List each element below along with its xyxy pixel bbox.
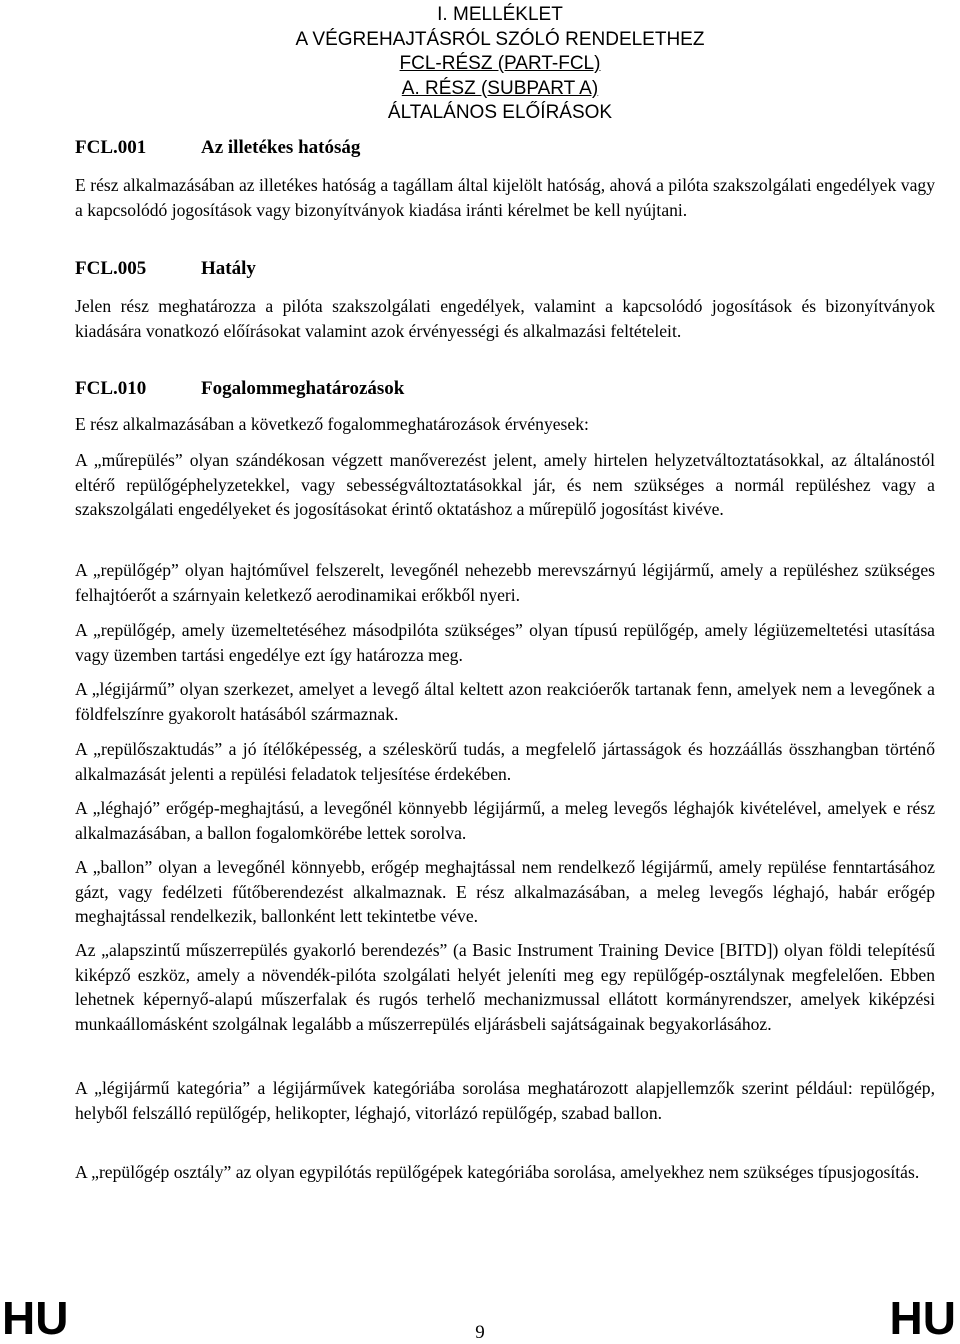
paragraph: E rész alkalmazásában a következő fogalommeghatározások érvényesek: (75, 414, 589, 434)
definition-paragraph: A „ballon” olyan a levegőnél könnyebb, erőgép meghajtással nem rendelkező légijármű, amely repülése fenntartásához gázt, vagy fedélzeti fűtőberendezést alkalmaznak. E rész alkalmazásában, a meleg levegős léghajó, habár erőgép meghajtással rendelkezik, ballonként lett tekintetbe véve. (75, 857, 935, 926)
definition-paragraph: A „léghajó” erőgép-meghajtású, a levegőnél könnyebb légijármű, a meleg levegős léghajók kivételével, amelyek e rész alkalmazásában, a ballon fogalomkörébe lettek sorolva. (75, 798, 935, 843)
definition-paragraph: A „légijármű” olyan szerkezet, amelyet a levegő által keltett azon reakcióerők tartanak fenn, amelyek nem a levegőnek a földfelszínre gyakorolt hatásából származnak. (75, 679, 935, 724)
section-title: Fogalommeghatározások (201, 378, 405, 399)
definition-paragraph: Az „alapszintű műszerrepülés gyakorló berendezés” (a Basic Instrument Training Device [BITD]) olyan földi telepítésű kiképző eszköz, amely a növendék-pilóta szolgálati helyét jeleníti meg egy repülőgép-osztálynak megfelelően. Ebben lehetnek képernyő-alapú műszerfalak és rugós terhelő mechanizmussal ellátott kormányrendszer, amelyek kiképzési munkaállomásként szolgálnak legalább a műszerrepülés eljárásbeli sajátságainak begyakorlásához. (75, 940, 935, 1034)
definition-paragraph: A „légijármű kategória” a légijárművek kategóriába sorolása meghatározott alapjellemzők szerint például: repülőgép, helyből felszálló repülőgép, helikopter, léghajó, vitorlázó repülőgép, szabad ballon. (75, 1078, 935, 1123)
subpart-title: A. RÉSZ (SUBPART A) (401, 77, 599, 99)
page-number: 9 (475, 1322, 485, 1343)
section-code: FCL.001 (75, 137, 147, 158)
part-title: FCL-RÉSZ (PART-FCL) (399, 53, 601, 74)
section-heading-fcl-010 (75, 378, 404, 400)
definition-paragraph: A „repülőgép” olyan hajtóművel felszerelt, levegőnél nehezebb merevszárnyú légijármű, amely a repüléshez szükséges felhajtóerőt a szárnyain keletkező aerodinamikai erőkből nyeri. (75, 560, 935, 605)
language-code-left: HU (2, 1292, 69, 1344)
paragraph: Jelen rész meghatározza a pilóta szakszolgálati engedélyek, valamint a kapcsolódó jogosítások és bizonyítványok kiadására vonatkozó előírásokat valamint azok érvényességi és alkalmazási feltételeit. (75, 296, 935, 341)
paragraph: E rész alkalmazásában az illetékes hatóság a tagállam által kijelölt hatóság, ahová a pilóta szakszolgálati engedélyek vagy a kapcsolódó jogosítások vagy bizonyítványok kiadása iránti kérelmet be kell nyújtani. (75, 175, 935, 220)
document-header (0, 3, 960, 126)
general-title: ÁLTALÁNOS ELŐÍRÁSOK (387, 102, 613, 123)
definition-paragraph: A „repülőgép, amely üzemeltetéséhez másodpilóta szükséges” olyan típusú repülőgép, amely légiüzemeltetési utasítása vagy üzemben tartási engedélye ezt így határozza meg. (75, 620, 935, 665)
definition-paragraph: A „műrepülés” olyan szándékosan végzett manőverezést jelent, amely hirtelen helyzetváltoztatásokkal, az általánostól eltérő repülőgéphelyzetekkel, vagy sebességváltoztatásokkal jár, és nem szükséges a normál repüléshez vagy a szakszolgálati engedélyeket és jogosításokat érintő oktatáshoz a műrepülő jogosítást kivéve. (75, 450, 935, 519)
definition-paragraph: A „repülőgép osztály” az olyan egypilótás repülőgépek kategóriába sorolása, amelyekhez nem szükséges típusjogosítás. (75, 1162, 920, 1182)
language-code-right: HU (889, 1292, 956, 1344)
regulation-title: A VÉGREHAJTÁSRÓL SZÓLÓ RENDELETHEZ (295, 28, 705, 50)
definition-paragraph: A „repülőszaktudás” a jó ítélőképesség, a széleskörű tudás, a megfelelő jártasságok és hozzáállás összhangban történő alkalmazását jelenti a repülési feladatok teljesítése érdekében. (75, 739, 935, 784)
section-title: Hatály (201, 258, 256, 279)
section-heading-fcl-001 (75, 137, 360, 159)
annex-title: I. MELLÉKLET (437, 4, 563, 25)
section-title: Az illetékes hatóság (201, 137, 361, 158)
section-heading-fcl-005 (75, 258, 256, 280)
section-code: FCL.005 (75, 258, 147, 279)
section-code: FCL.010 (75, 378, 147, 399)
